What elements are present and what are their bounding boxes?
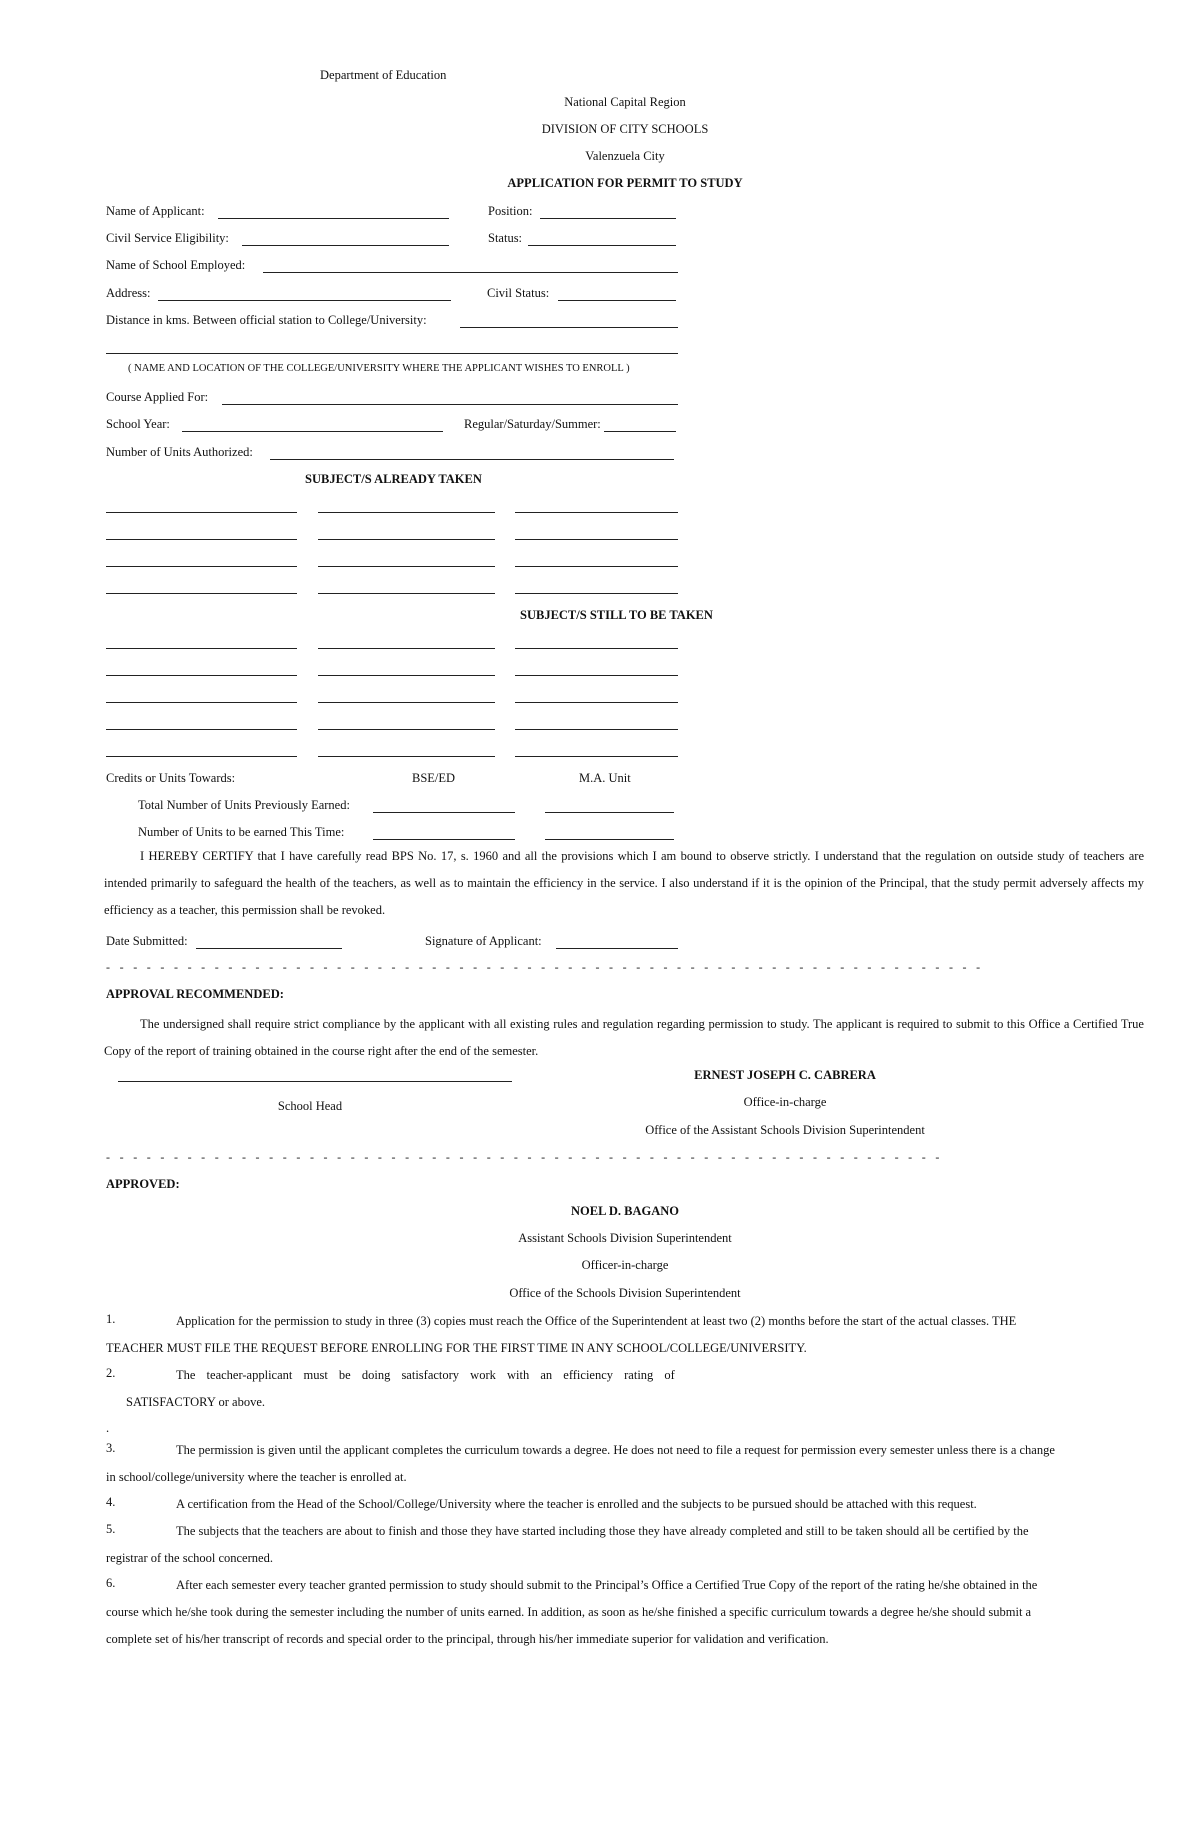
- note-number: 4.: [106, 1495, 116, 1509]
- subject-line[interactable]: [515, 675, 678, 676]
- subject-line[interactable]: [515, 756, 678, 757]
- school-year-label: School Year:: [106, 417, 170, 431]
- position-line[interactable]: [540, 218, 676, 219]
- subject-line[interactable]: [318, 729, 495, 730]
- subject-line[interactable]: [515, 512, 678, 513]
- school-head-label: School Head: [277, 1099, 343, 1113]
- distance-label: Distance in kms. Between official station to College/University:: [106, 313, 427, 327]
- position-label: Position:: [488, 204, 533, 218]
- subject-line[interactable]: [515, 729, 678, 730]
- signature-label: Signature of Applicant:: [425, 934, 542, 948]
- applicant-name-label: Name of Applicant:: [106, 204, 205, 218]
- units-authorized-label: Number of Units Authorized:: [106, 445, 253, 459]
- school-year-line[interactable]: [182, 431, 443, 432]
- note-continuation: course which he/she took during the semester including the number of units earned. In addition, as soon as he/she finished a specific curriculum towards a degree he/she should submit a: [106, 1605, 1032, 1619]
- bsed-label: BSE/ED: [412, 771, 456, 785]
- college-line[interactable]: [106, 353, 678, 354]
- division-name: DIVISION OF CITY SCHOOLS: [541, 122, 709, 136]
- approver-role: Officer-in-charge: [581, 1258, 669, 1272]
- school-head-signature-line[interactable]: [118, 1081, 512, 1082]
- approver-office: Office of the Schools Division Superintendent: [509, 1286, 741, 1300]
- to-be-earned-label: Number of Units to be earned This Time:: [138, 825, 345, 839]
- course-line[interactable]: [222, 404, 678, 405]
- total-earned-bsed-line[interactable]: [373, 812, 515, 813]
- approval-recommended-text: The undersigned shall require strict compliance by the applicant with all existing rules and regulation regarding permission to study. The applicant is required to submit to this Office a Certified True Copy of the report of training obtained in the course right after the end of the semester.: [104, 1017, 1144, 1058]
- subject-line[interactable]: [106, 566, 297, 567]
- approver-title: Assistant Schools Division Superintendent: [518, 1231, 732, 1245]
- note-number: 2.: [106, 1366, 116, 1380]
- stray-dot: .: [106, 1421, 110, 1435]
- course-label: Course Applied For:: [106, 390, 209, 404]
- subject-line[interactable]: [515, 648, 678, 649]
- units-authorized-line[interactable]: [270, 459, 674, 460]
- civil-service-label: Civil Service Eligibility:: [106, 231, 229, 245]
- note-continuation: registrar of the school concerned.: [106, 1551, 273, 1565]
- note-text: A certification from the Head of the School/College/University where the teacher is enrolled and the subjects to be pursued should be attached with this request.: [176, 1497, 977, 1511]
- total-earned-label: Total Number of Units Previously Earned:: [138, 798, 350, 812]
- applicant-name-line[interactable]: [218, 218, 449, 219]
- note-text: The teacher-applicant must be doing satisfactory work with an efficiency rating of: [176, 1368, 675, 1382]
- subject-line[interactable]: [106, 756, 297, 757]
- subject-line[interactable]: [318, 566, 495, 567]
- note-text: The permission is given until the applicant completes the curriculum towards a degree. He does not need to file a request for permission every semester unless there is a change: [176, 1443, 1055, 1457]
- approval-recommended-heading: APPROVAL RECOMMENDED:: [106, 987, 284, 1001]
- approved-heading: APPROVED:: [106, 1177, 180, 1191]
- region-name: National Capital Region: [564, 95, 686, 109]
- officer-title: Office-in-charge: [743, 1095, 827, 1109]
- subject-line[interactable]: [318, 512, 495, 513]
- note-continuation: SATISFACTORY or above.: [126, 1395, 266, 1409]
- subjects-remaining-heading: SUBJECT/S STILL TO BE TAKEN: [520, 608, 713, 622]
- ma-unit-label: M.A. Unit: [579, 771, 631, 785]
- subject-line[interactable]: [515, 539, 678, 540]
- subject-line[interactable]: [318, 539, 495, 540]
- subject-line[interactable]: [318, 593, 495, 594]
- note-text: The subjects that the teachers are about to finish and those they have started including those they have already completed and still to be taken should all be certified by the: [176, 1524, 1029, 1538]
- subject-line[interactable]: [106, 675, 297, 676]
- address-label: Address:: [106, 286, 151, 300]
- regular-line[interactable]: [604, 431, 676, 432]
- civil-service-line[interactable]: [242, 245, 449, 246]
- subject-line[interactable]: [318, 675, 495, 676]
- civil-status-label: Civil Status:: [487, 286, 550, 300]
- to-be-earned-bsed-line[interactable]: [373, 839, 515, 840]
- note-continuation: in school/college/university where the teacher is enrolled at.: [106, 1470, 407, 1484]
- subject-line[interactable]: [318, 648, 495, 649]
- subject-line[interactable]: [106, 593, 297, 594]
- note-number: 3.: [106, 1441, 116, 1455]
- school-employed-label: Name of School Employed:: [106, 258, 246, 272]
- subject-line[interactable]: [106, 539, 297, 540]
- subject-line[interactable]: [318, 702, 495, 703]
- note-number: 6.: [106, 1576, 116, 1590]
- subject-line[interactable]: [106, 729, 297, 730]
- note-text: After each semester every teacher granted permission to study should submit to the Principal’s Office a Certified True Copy of the report of the rating he/she obtained in the: [176, 1578, 1038, 1592]
- note-number: 1.: [106, 1312, 116, 1326]
- signature-line[interactable]: [556, 948, 678, 949]
- subjects-taken-heading: SUBJECT/S ALREADY TAKEN: [305, 472, 482, 486]
- date-submitted-line[interactable]: [196, 948, 342, 949]
- note-number: 5.: [106, 1522, 116, 1536]
- to-be-earned-ma-line[interactable]: [545, 839, 674, 840]
- approver-name: NOEL D. BAGANO: [570, 1204, 679, 1218]
- subject-line[interactable]: [318, 756, 495, 757]
- total-earned-ma-line[interactable]: [545, 812, 674, 813]
- school-employed-line[interactable]: [263, 272, 678, 273]
- subject-line[interactable]: [106, 702, 297, 703]
- regular-label: Regular/Saturday/Summer:: [464, 417, 601, 431]
- note-continuation: complete set of his/her transcript of records and special order to the principal, through his/her immediate superior for validation and verification.: [106, 1632, 829, 1646]
- officer-name: ERNEST JOSEPH C. CABRERA: [694, 1068, 876, 1082]
- credits-towards-label: Credits or Units Towards:: [106, 771, 236, 785]
- college-note: ( NAME AND LOCATION OF THE COLLEGE/UNIVERSITY WHERE THE APPLICANT WISHES TO ENROLL ): [128, 363, 630, 374]
- subject-line[interactable]: [515, 566, 678, 567]
- separator: - - - - - - - - - - - - - - - - - - - - - - - - - - - - - - - - - - - - - - - - - - - - - - - - - - - - - - - - - - - - - -: [106, 1150, 943, 1164]
- city-name: Valenzuela City: [585, 149, 665, 163]
- status-line[interactable]: [528, 245, 676, 246]
- subject-line[interactable]: [106, 648, 297, 649]
- status-label: Status:: [488, 231, 523, 245]
- officer-office: Office of the Assistant Schools Division Superintendent: [645, 1123, 925, 1137]
- address-line[interactable]: [158, 300, 451, 301]
- subject-line[interactable]: [515, 593, 678, 594]
- distance-line[interactable]: [460, 327, 678, 328]
- subject-line[interactable]: [106, 512, 297, 513]
- form-title: APPLICATION FOR PERMIT TO STUDY: [507, 176, 743, 190]
- separator: - - - - - - - - - - - - - - - - - - - - - - - - - - - - - - - - - - - - - - - - - - - - - - - - - - - - - - - - - - - - - - - - -: [106, 960, 984, 974]
- note-continuation: TEACHER MUST FILE THE REQUEST BEFORE ENROLLING FOR THE FIRST TIME IN ANY SCHOOL/COLLEGE/UNIVERSITY.: [106, 1341, 807, 1355]
- certification-text: I HEREBY CERTIFY that I have carefully read BPS No. 17, s. 1960 and all the provisions which I am bound to observe strictly. I understand that the regulation on outside study of teachers are intended primarily to safeguard the health of the teachers, as well as to maintain the efficiency in the service. I also understand if it is the opinion of the Principal, that the study permit adversely affects my efficiency as a teacher, this permission shall be revoked.: [104, 849, 1144, 917]
- note-text: Application for the permission to study in three (3) copies must reach the Office of the Superintendent at least two (2) months before the start of the actual classes. THE: [176, 1314, 1017, 1328]
- subject-line[interactable]: [515, 702, 678, 703]
- department-name: Department of Education: [320, 68, 447, 82]
- civil-status-line[interactable]: [558, 300, 676, 301]
- date-submitted-label: Date Submitted:: [106, 934, 188, 948]
